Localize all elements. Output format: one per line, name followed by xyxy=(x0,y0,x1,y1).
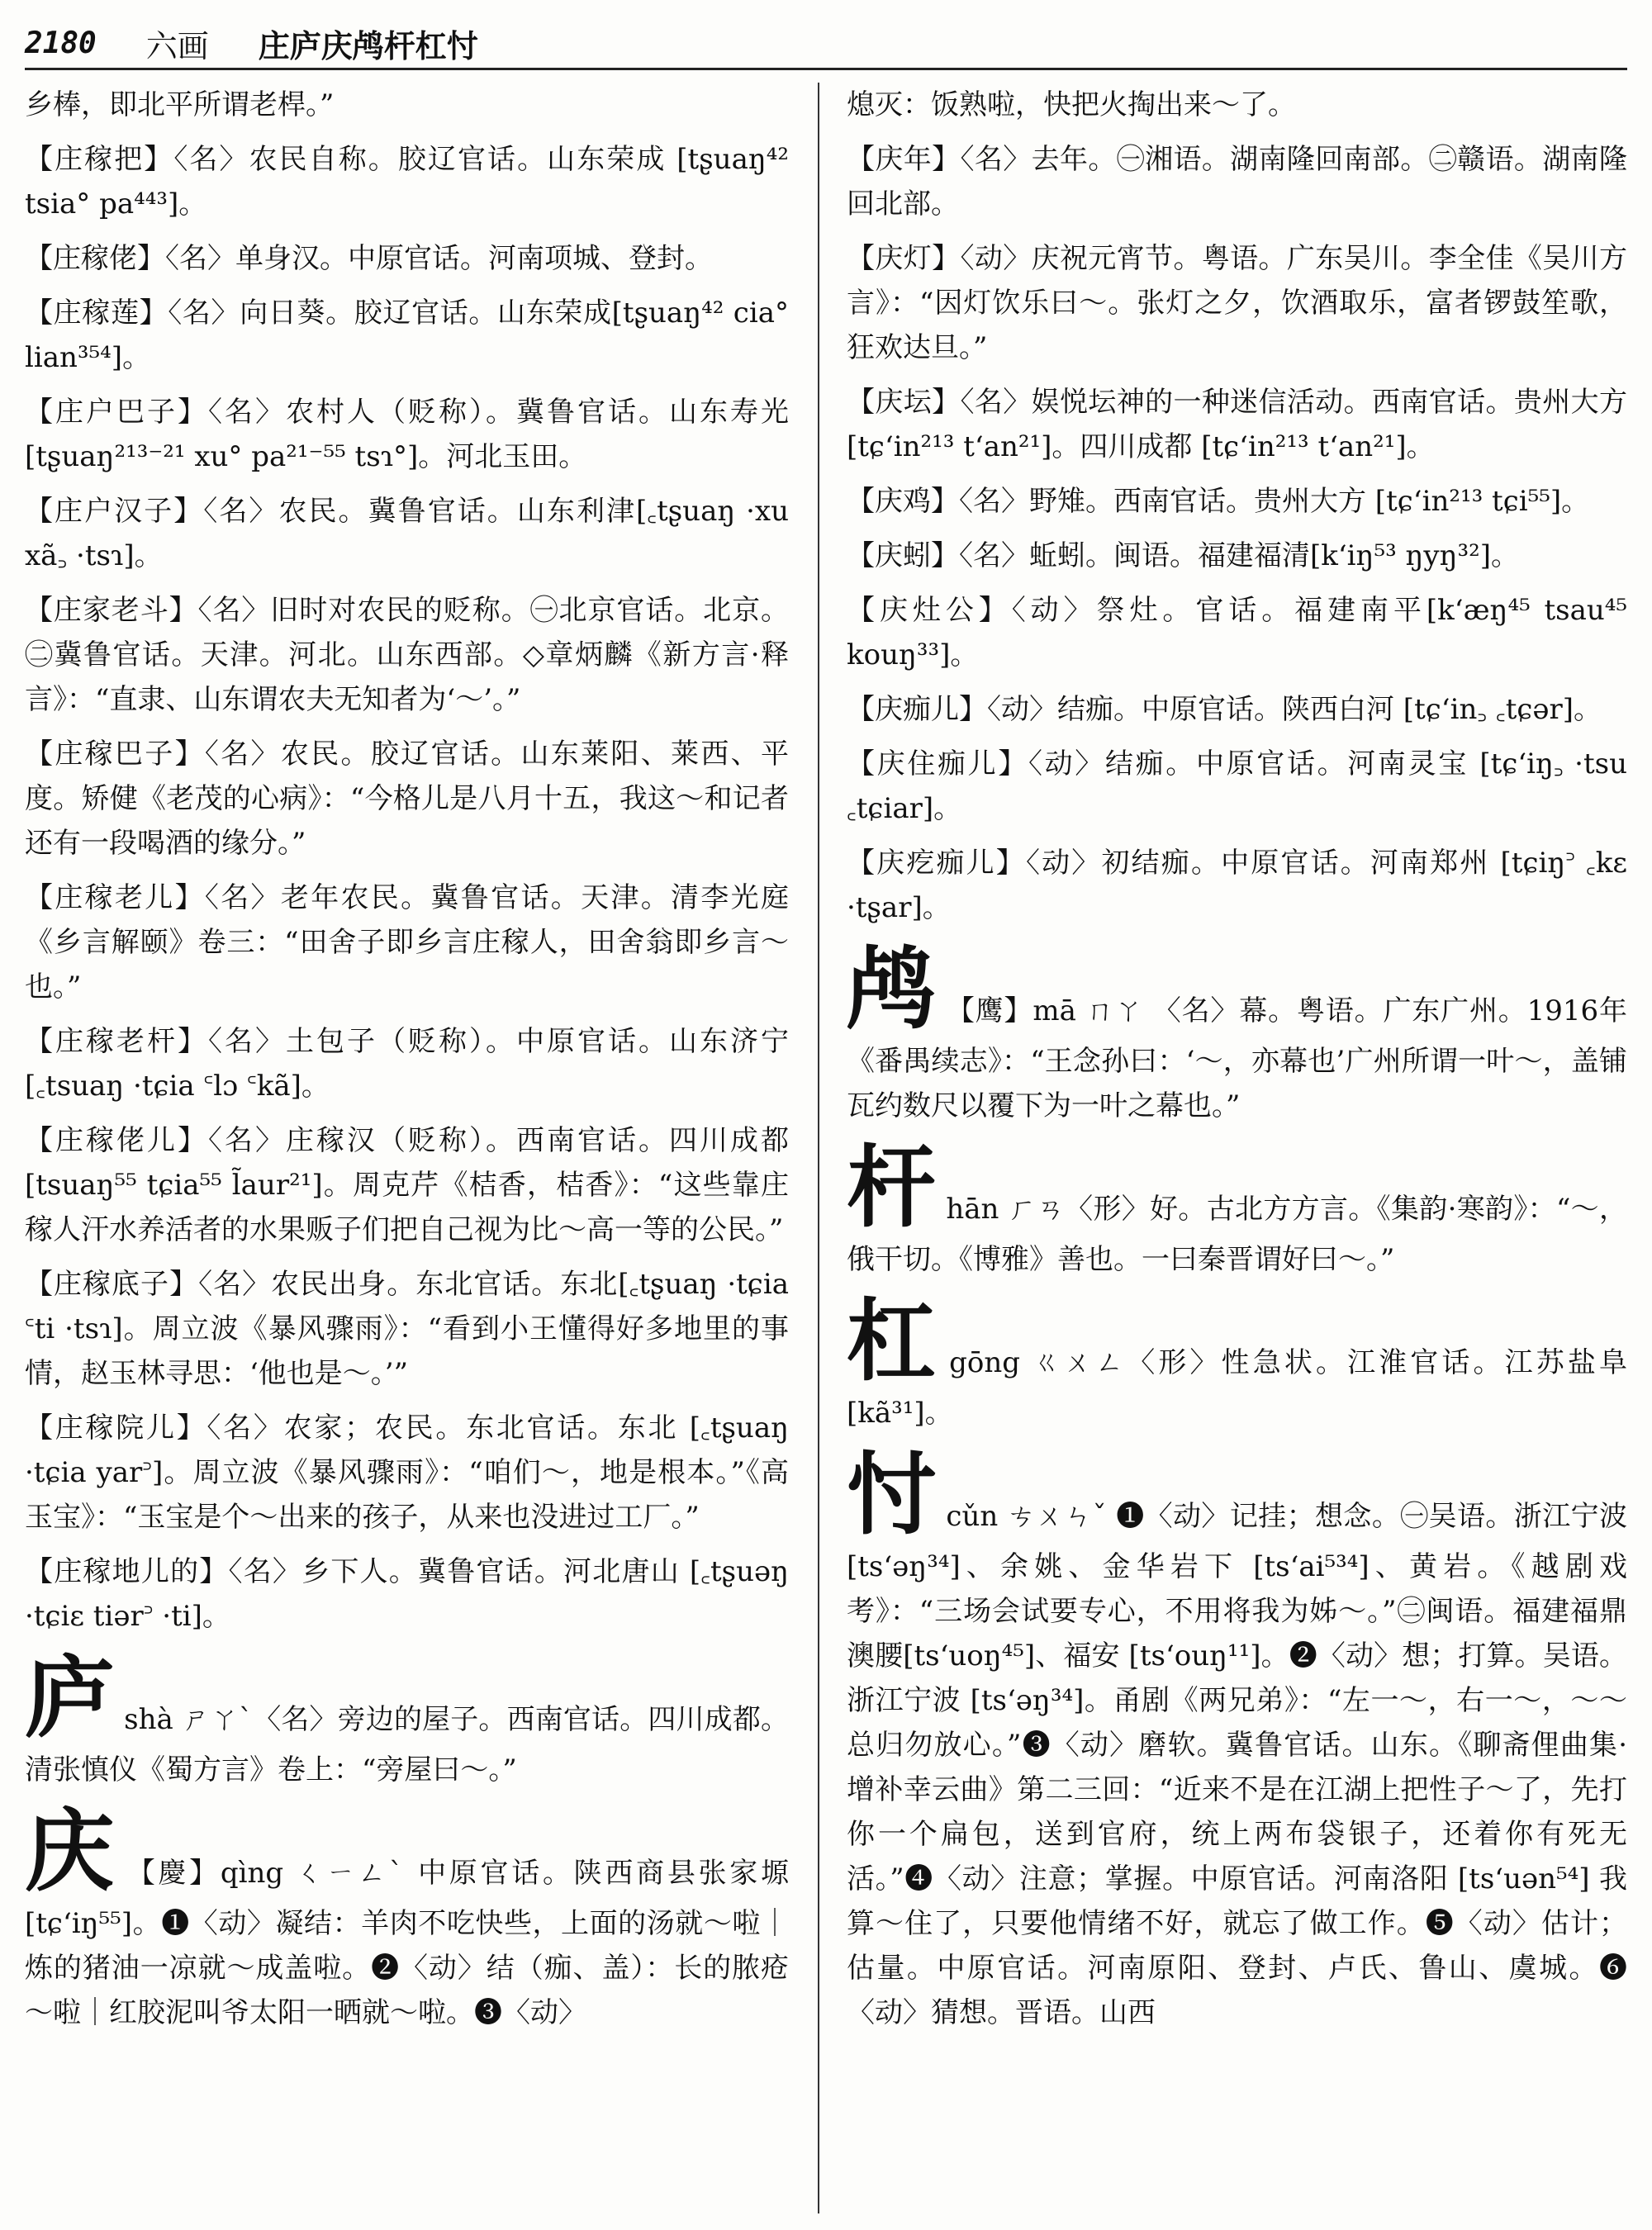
dict-entry-gong xyxy=(847,1289,1627,1435)
entry-text: shà ㄕㄚˋ〈名〉旁边的屋子。西南官话。四川成都。清张慎仪《蜀方言》卷上：“旁屋曰～。” xyxy=(25,1703,789,1786)
entry-text: hān ㄏㄢ〈形〉好。古北方方言。《集韵·寒韵》：“～，俄干切。《博雅》善也。一曰秦晋谓好曰～。” xyxy=(847,1193,1627,1276)
dict-entry: 【庄稼老杆】〈名〉土包子（贬称）。中原官话。山东济宁 [꜀tsuaŋ ·tɕia ꜂lɔ ꜂kã]。 xyxy=(25,1025,789,1103)
entry-text: 【鹰】mā ㄇㄚ 〈名〉幕。粤语。广东广州。1916年《番禺续志》：“王念孙曰：‘～，亦幕也’广州所谓一叶～，盖铺瓦约数尺以覆下为一叶之幕也。” xyxy=(847,994,1627,1122)
dict-entry-han xyxy=(847,1138,1627,1282)
headword-char: 杠 xyxy=(847,1289,940,1393)
dict-entry: 【庆灯】〈动〉庆祝元宵节。粤语。广东吴川。李全佳《吴川方言》：“因灯饮乐曰～。张灯之夕，饮酒取乐，富者锣鼓笙歌，狂欢达旦。” xyxy=(847,242,1627,364)
dict-entry: 【庆坛】〈名〉娱悦坛神的一种迷信活动。西南官话。贵州大方 [tɕʻin²¹³ tʻan²¹]。四川成都 [tɕʻin²¹³ tʻan²¹]。 xyxy=(847,386,1627,463)
dict-entry-sha xyxy=(25,1646,789,1792)
dict-entry: 【庄户汉子】〈名〉农民。冀鲁官话。山东利津[꜀tʂuaŋ ·xu xã꜆ ·tsɿ]。 xyxy=(25,495,789,572)
page-header xyxy=(25,18,1627,70)
dict-entry: 【庄稼佬儿】〈名〉庄稼汉（贬称）。西南官话。四川成都 [tsuaŋ⁵⁵ tɕia⁵⁵ l̃aur²¹]。周克芹《桔香，桔香》：“这些靠庄稼人汗水养活者的水果贩子们把自己视为比～高一等的公民。” xyxy=(25,1124,789,1246)
page-number: 2180 xyxy=(25,26,97,60)
dict-entry: 【庄家老斗】〈名〉旧时对农民的贬称。㊀北京官话。北京。㊁冀鲁官话。天津。河北。山东西部。◇章炳麟《新方言·释言》：“直隶、山东谓农夫无知者为‘～’。” xyxy=(25,594,789,716)
entry-text: gōng ㄍㄨㄥ〈形〉性急状。江淮官话。江苏盐阜 [kã³¹]。 xyxy=(847,1346,1627,1430)
page-section: 六画 xyxy=(145,27,209,64)
dict-entry: 【庄稼佬】〈名〉单身汉。中原官话。河南项城、登封。 xyxy=(25,242,713,275)
headword-char: 忖 xyxy=(847,1443,937,1547)
dict-entry: 乡棒，即北平所谓老桿。” xyxy=(25,88,335,121)
dict-entry: 【庆年】〈名〉去年。㊀湘语。湖南隆回南部。㊁赣语。湖南隆回北部。 xyxy=(847,143,1627,221)
right-column xyxy=(847,83,1627,2213)
dict-entry: 【庆疙痂儿】〈动〉初结痂。中原官话。河南郑州 [tɕiŋ꜄ ꜀kɛ ·tʂar]。 xyxy=(847,847,1627,924)
headword-char: 庆 xyxy=(25,1800,117,1904)
dict-entry: 【庆住痂儿】〈动〉结痂。中原官话。河南灵宝 [tɕʻiŋ꜆ ·tsu ꜀tɕiar]。 xyxy=(847,747,1627,825)
dict-entry: 【庄稼院儿】〈名〉农家；农民。东北官话。东北 [꜀tʂuaŋ ·tɕia yar꜄]。周立波《暴风骤雨》：“咱们～，地是根本。”《高玉宝》：“玉宝是个～出来的孩子，从来也没进过工厂。” xyxy=(25,1412,789,1534)
dict-entry: 【庄稼莲】〈名〉向日葵。胶辽官话。山东荣成[tʂuaŋ⁴² cia° lian³⁵⁴]。 xyxy=(25,297,789,374)
column-divider xyxy=(818,83,819,2213)
dict-entry: 【庄稼把】〈名〉农民自称。胶辽官话。山东荣成 [tʂuaŋ⁴² tsia° pa⁴⁴³]。 xyxy=(25,143,789,221)
dict-entry: 【庆蚓】〈名〉蚯蚓。闽语。福建福清[kʻiŋ⁵³ ŋyŋ³²]。 xyxy=(847,539,1520,572)
dict-entry: 【庆灶公】〈动〉祭灶。官话。福建南平[kʻæŋ⁴⁵ tsau⁴⁵ kouŋ³³]。 xyxy=(847,594,1627,671)
dict-entry: 【庄稼地儿的】〈名〉乡下人。冀鲁官话。河北唐山 [꜀tʂuəŋ ·tɕiɛ tiər꜄ ·ti]。 xyxy=(25,1555,789,1633)
entry-text: cǔn ㄘㄨㄣˇ ❶〈动〉记挂；想念。㊀吴语。浙江宁波 [tsʻəŋ³⁴]、余姚、金华岩下 [tsʻai⁵³⁴]、黄岩。《越剧戏考》：“三场会试要专心，不用将我为姊～。”㊁闽语。福建福鼎澳腰[tsʻuoŋ⁴⁵]、福安 [tsʻouŋ¹¹]。❷〈动〉想；打算。吴语。浙江宁波 [tsʻəŋ³⁴]。甬剧《两兄弟》：“左一～，右一～，～～总归勿放心。”❸〈动〉磨软。冀鲁官话。山东。《聊斋俚曲集·增补幸云曲》第二三回：“近来不是在江湖上把性子～了，先打你一个扁包，送到官府，统上两布袋银子，还着你有死无活。”❹〈动〉注意；掌握。中原官话。河南洛阳 [tsʻuən⁵⁴] 我算～住了，只要他情绪不好，就忘了做工作。❺〈动〉估计；估量。中原官话。河南原阳、登封、卢氏、鲁山、虞城。❻〈动〉猜想。晋语。山西 xyxy=(847,1500,1627,2029)
entry-text: 【慶】qìng ㄑㄧㄥˋ 中原官话。陕西商县张家塬 [tɕʻiŋ⁵⁵]。❶〈动〉凝结：羊肉不吃快些，上面的汤就～啦｜炼的猪油一凉就～成盖啦。❷〈动〉结（痂、盖）：长的脓疮～啦｜红胶泥叫爷太阳一晒就～啦。❸〈动〉 xyxy=(25,1857,789,2029)
dict-entry: 熄灭：饭熟啦，快把火掏出来～了。 xyxy=(847,88,1296,121)
page-chars: 庄庐庆鸬杆杠忖 xyxy=(258,26,478,64)
dict-entry: 【庄稼巴子】〈名〉农民。胶辽官话。山东莱阳、莱西、平度。矫健《老茂的心病》：“今格儿是八月十五，我这～和记者还有一段喝酒的缘分。” xyxy=(25,738,789,860)
dict-entry-cun xyxy=(847,1445,1627,2035)
left-column xyxy=(25,83,789,2213)
headword-char: 庐 xyxy=(25,1646,115,1750)
dict-entry-qing xyxy=(25,1802,789,2035)
dict-entry-ma xyxy=(847,937,1627,1128)
dict-entry: 【庆鸡】〈名〉野雉。西南官话。贵州大方 [tɕʻin²¹³ tɕi⁵⁵]。 xyxy=(847,485,1590,518)
dict-entry: 【庆痂儿】〈动〉结痂。中原官话。陕西白河 [tɕʻin꜆ ꜀tɕər]。 xyxy=(847,693,1602,726)
dict-entry: 【庄户巴子】〈名〉农村人（贬称）。冀鲁官话。山东寿光 [tʂuaŋ²¹³⁻²¹ xu° pa²¹⁻⁵⁵ tsɿ°]。河北玉田。 xyxy=(25,396,789,473)
dict-entry: 【庄稼底子】〈名〉农民出身。东北官话。东北[꜀tʂuaŋ ·tɕia ꜂ti ·tsɿ]。周立波《暴风骤雨》：“看到小王懂得好多地里的事情，赵玉林寻思：‘他也是～。’” xyxy=(25,1268,789,1390)
dict-entry: 【庄稼老儿】〈名〉老年农民。冀鲁官话。天津。清李光庭《乡言解颐》卷三：“田舍子即乡言庄稼人，田舍翁即乡言～也。” xyxy=(25,881,789,1004)
headword-char: 鸬 xyxy=(847,937,937,1041)
headword-char: 杆 xyxy=(847,1136,937,1240)
